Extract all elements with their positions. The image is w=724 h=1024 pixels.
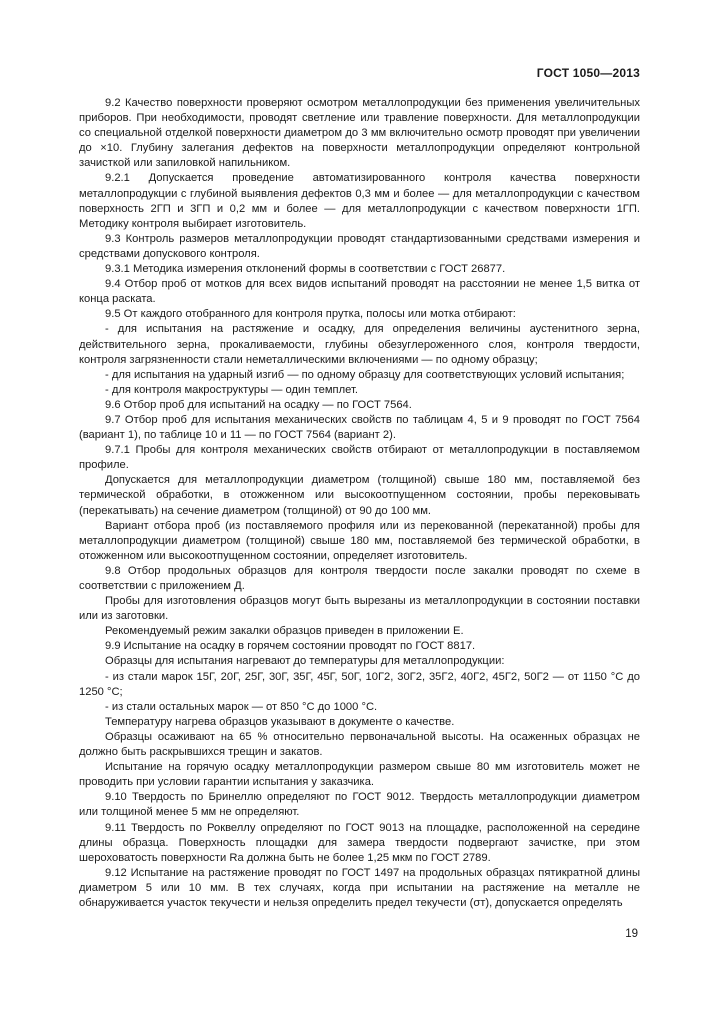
paragraph-9-9: 9.9 Испытание на осадку в горячем состоянии проводят по ГОСТ 8817.	[105, 640, 476, 653]
paragraph-9-8: 9.8 Отбор продольных образцов для контроля твердости после закалки проводят по схеме в соответствии с приложением Д.	[79, 564, 640, 592]
doc-code-header: ГОСТ 1050—2013	[536, 66, 640, 80]
paragraph: Образцы для испытания нагревают до температуры для металлопродукции:	[105, 655, 505, 668]
paragraph-9-4: 9.4 Отбор проб от мотков для всех видов испытаний проводят на расстоянии не менее 1,5 витка от конца раската.	[79, 278, 640, 306]
paragraph: Рекомендуемый режим закалки образцов приведен в приложении Е.	[105, 625, 464, 638]
paragraph-9-11: 9.11 Твердость по Роквеллу определяют по ГОСТ 9013 на площадке, расположенной на середине длины образца. Поверхность площадки для замера твердости подвергают зачистке, при этом шероховатость поверхности Ra должна быть не более 1,25 мкм по ГОСТ 2789.	[79, 821, 640, 864]
paragraph-9-12: 9.12 Испытание на растяжение проводят по ГОСТ 1497 на продольных образцах пятикратной длины диаметром 5 или 10 мм. В тех случаях, когда при испытании на растяжение на металле не обнаруживается участок текучести и нельзя определить предел текучести (σт), допускается определять	[79, 866, 640, 909]
paragraph-9-2-1: 9.2.1 Допускается проведение автоматизированного контроля качества поверхности металлопродукции с глубиной выявления дефектов 0,3 мм и более — для металлопродукции с качеством поверхность 2ГП и 3ГП и 0,2 мм и более — для металлопродукции с качеством поверхности 1ГП. Методику контроля выбирает изготовитель.	[79, 172, 640, 230]
paragraph: Температуру нагрева образцов указывают в документе о качестве.	[105, 715, 455, 728]
paragraph-9-10: 9.10 Твердость по Бринеллю определяют по ГОСТ 9012. Твердость металлопродукции диаметром или толщиной менее 5 мм не определяют.	[79, 791, 640, 819]
paragraph: Вариант отбора проб (из поставляемого профиля или из перекованной (перекатанной) пробы для металлопродукции диаметром (толщиной) свыше 180 мм, поставляемой без термической обработки, в отожженном или высокоотпущенном состоянии, определяет изготовитель.	[79, 519, 640, 562]
list-item: - для испытания на растяжение и осадку, для определения величины аустенитного зерна, действительного зерна, прокаливаемости, глубины обезуглероженного слоя, контроля твердости, контроля загрязненности стали неметаллическими включениями — по одному образцу;	[79, 323, 640, 366]
list-item: - для контроля макроструктуры — один темплет.	[105, 383, 358, 396]
paragraph-9-6: 9.6 Отбор проб для испытаний на осадку — по ГОСТ 7564.	[105, 398, 412, 411]
list-item: - из стали остальных марок — от 850 °С до 1000 °С.	[105, 700, 378, 713]
paragraph: Допускается для металлопродукции диаметром (толщиной) свыше 180 мм, поставляемой без термической обработки, в отожженном или высокоотпущенном состоянии, пробы перековывать (перекатывать) на сечение диаметром (толщиной) от 90 до 100 мм.	[79, 474, 640, 517]
paragraph: Испытание на горячую осадку металлопродукции размером свыше 80 мм изготовитель может не проводить при условии гарантии испытания у заказчика.	[79, 761, 640, 789]
paragraph-9-2: 9.2 Качество поверхности проверяют осмотром металлопродукции без применения увеличительных приборов. При необходимости, проводят светление или травление поверхности. Для металлопродукции со специальной отделкой поверхности диаметром до 3 мм включительно осмотр проводят при увеличении до ×10. Глубину залегания дефектов на поверхности металлопродукции определяют контрольной зачисткой или запиловкой напильником.	[79, 97, 640, 170]
paragraph-9-7: 9.7 Отбор проб для испытания механических свойств по таблицам 4, 5 и 9 проводят по ГОСТ 7564 (вариант 1), по таблице 10 и 11 — по ГОСТ 7564 (вариант 2).	[79, 413, 640, 442]
list-item: - для испытания на ударный изгиб — по одному образцу для соответствующих условий испытания;	[105, 368, 625, 381]
paragraph-9-3: 9.3 Контроль размеров металлопродукции проводят стандартизованными средствами измерения и средствами допускового контроля.	[79, 232, 640, 260]
paragraph-9-7-1: 9.7.1 Пробы для контроля механических свойств отбирают от металлопродукции в поставляемом профиле.	[79, 444, 640, 472]
page-number: 19	[625, 928, 638, 940]
paragraph: Образцы осаживают на 65 % относительно первоначальной высоты. На осаженных образцах не должно быть раскрывшихся трещин и закатов.	[79, 730, 640, 759]
document-body	[79, 96, 640, 911]
paragraph: Пробы для изготовления образцов могут быть вырезаны из металлопродукции в состоянии поставки или из заготовки.	[79, 595, 640, 623]
list-item: - из стали марок 15Г, 20Г, 25Г, 30Г, 35Г, 45Г, 50Г, 10Г2, 30Г2, 35Г2, 40Г2, 45Г2, 50Г2 — от 1150 °С до 1250 °С;	[79, 670, 640, 698]
paragraph-9-5: 9.5 От каждого отобранного для контроля прутка, полосы или мотка отбирают:	[105, 308, 516, 321]
paragraph-9-3-1: 9.3.1 Методика измерения отклонений формы в соответствии с ГОСТ 26877.	[105, 263, 506, 276]
